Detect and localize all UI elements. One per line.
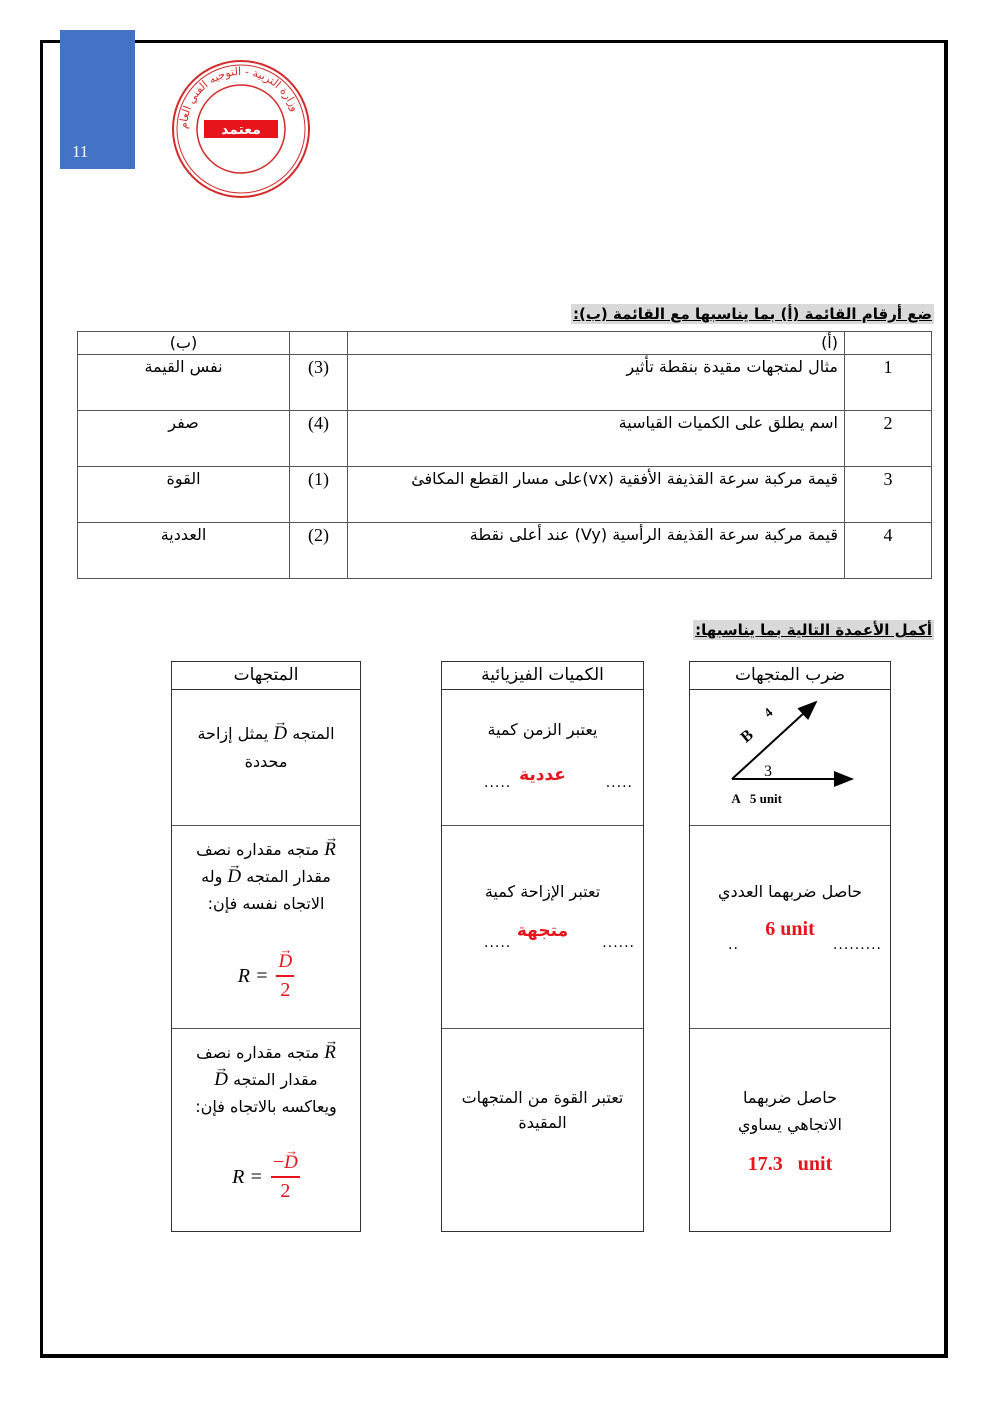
dot-product-prompt: حاصل ضربهما العددي bbox=[717, 882, 863, 901]
text-fragment: متجه مقداره نصف bbox=[196, 840, 320, 859]
table-row bbox=[78, 523, 932, 579]
section2-heading: أكمل الأعمدة التالية بما يناسبها: bbox=[695, 621, 932, 639]
answer-dots: ..... bbox=[484, 935, 512, 951]
section1-heading: ضع أرقام القائمة (أ) بما يناسبها مع القائمة (ب): bbox=[572, 305, 932, 323]
displacement-prompt: تعتبر الإزاحة كمية bbox=[484, 882, 601, 901]
vector-diagram bbox=[690, 690, 890, 824]
fraction[interactable] bbox=[276, 948, 294, 1004]
table-row bbox=[78, 467, 932, 523]
time-prompt: يعتبر الزمن كمية bbox=[487, 720, 598, 739]
cross-product-answer[interactable]: 17.3 unit bbox=[747, 1153, 833, 1175]
column-header: المتجهات bbox=[172, 662, 360, 690]
text-fragment: وله bbox=[201, 867, 223, 886]
fraction-denominator: 2 bbox=[280, 979, 291, 1001]
column-header: ضرب المتجهات bbox=[690, 662, 890, 690]
half-vector-opposite-direction-cell bbox=[172, 1029, 360, 1232]
answer-code[interactable]: (2) bbox=[290, 523, 348, 579]
matching-table bbox=[77, 331, 932, 579]
force-quantity-cell bbox=[442, 1029, 643, 1232]
column-header: الكميات الفيزيائية bbox=[442, 662, 643, 690]
text-fragment: مقدار المتجه bbox=[246, 867, 331, 886]
cross-product-prompt-line2: الاتجاهي يساوي bbox=[738, 1115, 842, 1134]
stamp-ring-text: وزارة التربية - التوجيه الفني العام bbox=[176, 64, 302, 130]
table-row bbox=[78, 411, 932, 467]
statement-line2 bbox=[172, 1066, 360, 1093]
vector-b-value: 4 bbox=[760, 704, 776, 721]
vector-symbol-r: → R bbox=[324, 836, 336, 863]
cross-product-cell bbox=[690, 1029, 890, 1232]
text-fragment: يمثل إزاحة bbox=[197, 724, 269, 743]
item-b: العددية bbox=[78, 523, 290, 579]
column-vectors bbox=[171, 661, 361, 1232]
vector-d-line2: محددة bbox=[244, 752, 288, 771]
time-quantity-cell bbox=[442, 690, 643, 826]
half-vector-same-direction-cell bbox=[172, 826, 360, 1029]
statement-line1 bbox=[172, 1039, 360, 1066]
minus-sign: − bbox=[272, 1151, 285, 1173]
item-a: اسم يطلق على الكميات القياسية bbox=[348, 411, 845, 467]
dot-product-answer[interactable]: 6 unit bbox=[765, 918, 815, 940]
statement-line2 bbox=[172, 863, 360, 890]
equation-half-vector bbox=[172, 948, 360, 1004]
vector-symbol-d: → D bbox=[227, 863, 241, 890]
vector-d-line1 bbox=[172, 720, 360, 747]
column-vector-multiplication bbox=[689, 661, 891, 1232]
table-header-row bbox=[78, 332, 932, 355]
displacement-quantity-cell bbox=[442, 826, 643, 1029]
dot-product-cell bbox=[690, 826, 890, 1029]
answer-code[interactable]: (1) bbox=[290, 467, 348, 523]
fraction-numerator: → D bbox=[278, 948, 292, 975]
header-col-a: (أ) bbox=[348, 332, 845, 355]
answer-dots: ..... bbox=[605, 775, 633, 791]
time-answer[interactable]: عددية bbox=[519, 765, 566, 785]
vector-b-label: B bbox=[737, 726, 757, 747]
answer-dots: ..... bbox=[484, 775, 512, 791]
displacement-answer[interactable]: متجهة bbox=[516, 921, 569, 941]
equation-lhs: R = bbox=[237, 964, 269, 987]
item-a: قيمة مركبة سرعة القذيفة الأفقية (vx)على مسار القطع المكافئ bbox=[348, 467, 845, 523]
vector-a-label: A 5 unit bbox=[731, 791, 782, 806]
equation-negative-half-vector bbox=[172, 1149, 360, 1205]
angle-label: 3 bbox=[764, 763, 772, 780]
column-physical-quantities bbox=[441, 661, 644, 1232]
fraction-numerator: → D bbox=[284, 1149, 298, 1176]
answer-dots: ...... bbox=[602, 935, 635, 951]
approval-stamp bbox=[170, 58, 312, 200]
vector-diagram-cell bbox=[690, 690, 890, 826]
table-row bbox=[78, 355, 932, 411]
item-a: قيمة مركبة سرعة القذيفة الرأسية (Vy) عند أعلى نقطة bbox=[348, 523, 845, 579]
text-fragment: متجه مقداره نصف bbox=[196, 1043, 320, 1062]
row-number: 2 bbox=[845, 411, 932, 467]
fraction[interactable] bbox=[271, 1149, 300, 1205]
statement-line3: ويعاكسه بالاتجاه فإن: bbox=[195, 1097, 337, 1116]
item-b: القوة bbox=[78, 467, 290, 523]
text-fragment: مقدار المتجه bbox=[233, 1070, 318, 1089]
header-col-b: (ب) bbox=[78, 332, 290, 355]
answer-code[interactable]: (3) bbox=[290, 355, 348, 411]
cross-product-prompt-line1: حاصل ضربهما bbox=[743, 1088, 837, 1107]
statement-line3: الاتجاه نفسه فإن: bbox=[207, 894, 325, 913]
vector-symbol-r: → R bbox=[324, 1039, 336, 1066]
row-number: 3 bbox=[845, 467, 932, 523]
force-prompt-line2: المقيدة bbox=[518, 1113, 567, 1132]
row-number: 4 bbox=[845, 523, 932, 579]
answer-dots: ......... bbox=[832, 937, 882, 953]
answer-code[interactable]: (4) bbox=[290, 411, 348, 467]
answer-dots: .. bbox=[728, 937, 739, 953]
item-b: صفر bbox=[78, 411, 290, 467]
vector-symbol-d: → D bbox=[273, 720, 287, 747]
item-b: نفس القيمة bbox=[78, 355, 290, 411]
item-a: مثال لمتجهات مقيدة بنقطة تأثير bbox=[348, 355, 845, 411]
header-code bbox=[290, 332, 348, 355]
fraction-denominator: 2 bbox=[280, 1180, 291, 1202]
force-prompt-line1: تعتبر القوة من المتجهات bbox=[461, 1088, 624, 1107]
page-number: 11 bbox=[72, 142, 89, 161]
vector-symbol-d: → D bbox=[214, 1066, 228, 1093]
equation-lhs: R = bbox=[232, 1165, 263, 1188]
statement-line1 bbox=[172, 836, 360, 863]
stamp-center-text: معتمد bbox=[221, 122, 261, 138]
text-fragment: المتجه bbox=[292, 724, 335, 743]
row-number: 1 bbox=[845, 355, 932, 411]
header-num bbox=[845, 332, 932, 355]
vector-d-cell bbox=[172, 690, 360, 826]
